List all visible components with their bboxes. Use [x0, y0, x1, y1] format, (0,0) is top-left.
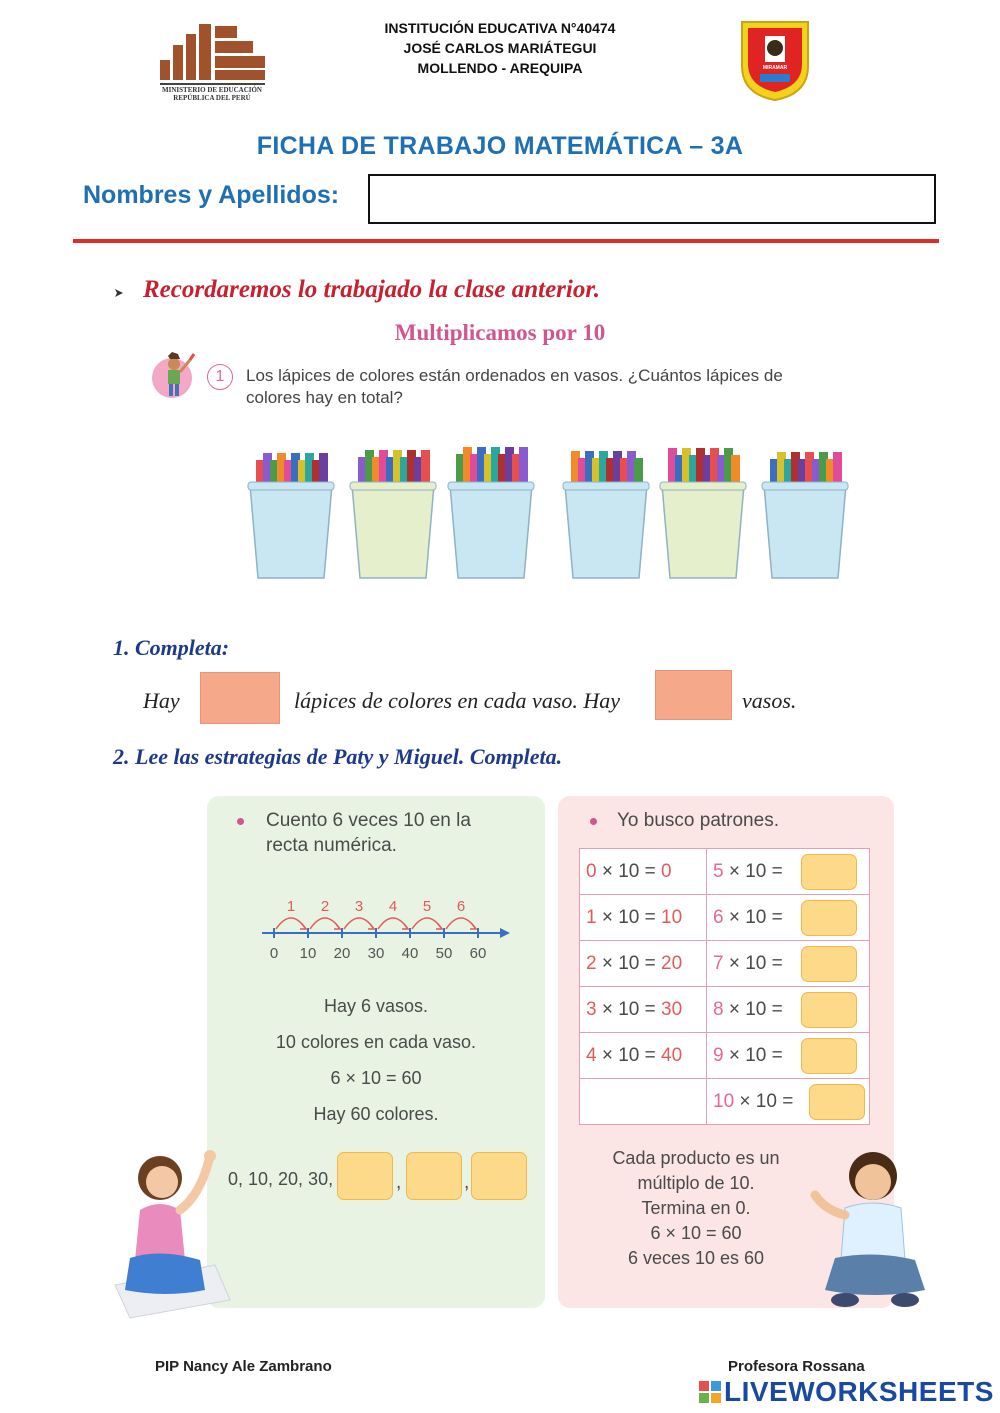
factor: 0 — [586, 860, 597, 882]
table-cell-answer — [707, 1033, 870, 1079]
operator-text: × 10 = — [723, 952, 783, 974]
cup — [565, 485, 647, 578]
table-cell-answer — [707, 1079, 870, 1125]
operator-text: × 10 = — [723, 906, 783, 928]
product: 10 — [661, 906, 683, 928]
sequence-comma: , — [464, 1172, 470, 1193]
pencil-cups-illustration — [240, 430, 860, 590]
question-1-title: 1. Completa: — [113, 635, 230, 660]
factor: 2 — [586, 952, 597, 974]
cup-rim — [448, 482, 534, 490]
recall-heading: Recordaremos lo trabajado la clase anterior. — [143, 276, 600, 303]
paty-line: Hay 60 colores. — [313, 1104, 439, 1124]
school-name-line: INSTITUCIÓN EDUCATIVA N°40474 — [384, 20, 616, 36]
factor: 9 — [713, 1044, 724, 1066]
question-1-text-middle: lápices de colores en cada vaso. Hay — [294, 688, 621, 713]
table-cell-answer — [707, 849, 870, 895]
sequence-prefix: 0, 10, 20, 30, — [228, 1169, 334, 1189]
school-header — [330, 18, 670, 78]
product: 20 — [661, 952, 683, 974]
footer-teacher: Profesora Rossana — [728, 1358, 865, 1375]
paty-explanation — [207, 996, 545, 1140]
lesson-title: Multiplicamos por 10 — [394, 320, 606, 345]
jump-arc — [310, 918, 340, 929]
name-input[interactable] — [368, 174, 936, 224]
miguel-notes — [580, 1146, 812, 1271]
operator-text: × 10 = — [596, 860, 662, 882]
svg-text:MIRAMAR: MIRAMAR — [762, 65, 788, 71]
table-cell-known — [580, 941, 707, 987]
name-label: Nombres y Apellidos: — [83, 181, 340, 209]
table-row — [580, 987, 870, 1033]
school-crest-icon — [738, 18, 812, 102]
miguel-note: Termina en 0. — [641, 1198, 751, 1218]
miguel-intro: Yo busco patrones. — [617, 810, 779, 831]
tick-label: 30 — [367, 945, 385, 962]
product: 30 — [661, 998, 683, 1020]
table-cell-known — [580, 987, 707, 1033]
paty-line: Hay 6 vasos. — [323, 996, 429, 1016]
cup — [662, 485, 744, 578]
cup — [352, 485, 434, 578]
tick-label: 40 — [401, 945, 419, 962]
paty-intro: Cuento 6 veces 10 en la recta numérica. — [266, 810, 471, 856]
factor: 1 — [586, 906, 597, 928]
sheet-title: FICHA DE TRABAJO MATEMÁTICA – 3A — [256, 132, 744, 160]
miguel-note: Cada producto es un — [612, 1148, 780, 1168]
cup-rim — [563, 482, 649, 490]
jump-arc — [412, 918, 442, 929]
jump-arc — [276, 918, 306, 929]
product: 0 — [661, 860, 672, 882]
cup-rim — [350, 482, 436, 490]
table-row — [580, 1079, 870, 1125]
table-cell-answer — [707, 941, 870, 987]
problem-text: Los lápices de colores están ordenados en vasos. ¿Cuántos lápices de colores hay en total? — [246, 366, 783, 407]
tick-label: 50 — [435, 945, 453, 962]
product-answer-input[interactable] — [801, 900, 857, 936]
table-row — [580, 941, 870, 987]
table-cell-known — [580, 849, 707, 895]
miguel-note: múltiplo de 10. — [637, 1173, 755, 1193]
product-answer-input[interactable] — [801, 1038, 857, 1074]
jump-label: 5 — [422, 898, 432, 915]
tick-label: 20 — [333, 945, 351, 962]
question-1-text-start: Hay — [143, 688, 180, 713]
cup — [450, 485, 532, 578]
miguel-note: 6 veces 10 es 60 — [627, 1248, 765, 1268]
jump-label: 2 — [320, 898, 330, 915]
sequence-answer-1[interactable] — [337, 1152, 393, 1200]
number-line-arrow — [500, 928, 510, 938]
cup — [250, 485, 332, 578]
operator-text: × 10 = — [596, 998, 662, 1020]
table-cell-known — [580, 1079, 707, 1125]
operator-text: × 10 = — [596, 906, 662, 928]
arrow-bullet-icon — [113, 286, 125, 300]
table-cell-known — [580, 895, 707, 941]
multiplication-table — [579, 848, 870, 1125]
cup-rim — [762, 482, 848, 490]
operator-text: × 10 = — [723, 998, 783, 1020]
table-row — [580, 895, 870, 941]
footer-author: PIP Nancy Ale Zambrano — [155, 1358, 332, 1375]
factor: 7 — [713, 952, 724, 974]
factor: 8 — [713, 998, 724, 1020]
student-avatar-icon — [150, 350, 202, 402]
factor: 4 — [586, 1044, 597, 1066]
operator-text: × 10 = — [734, 1090, 794, 1112]
factor: 5 — [713, 860, 724, 882]
paty-line: 6 × 10 = 60 — [330, 1068, 422, 1088]
liveworksheets-brand: LIVEWORKSHEETS — [724, 1376, 994, 1407]
jump-label: 1 — [286, 898, 296, 915]
sequence-comma: , — [396, 1172, 402, 1193]
liveworksheets-logo-icon — [698, 1380, 722, 1404]
divider-line — [73, 239, 939, 243]
factor: 3 — [586, 998, 597, 1020]
jump-arc — [344, 918, 374, 929]
factor: 10 — [713, 1090, 735, 1112]
product: 40 — [661, 1044, 683, 1066]
tick-label: 60 — [469, 945, 487, 962]
jump-label: 6 — [456, 898, 466, 915]
jump-label: 3 — [354, 898, 364, 915]
question-1-text-end: vasos. — [742, 688, 797, 713]
paty-girl-illustration — [105, 1140, 235, 1320]
bullet-dot — [590, 818, 597, 825]
cup — [764, 485, 846, 578]
table-cell-answer — [707, 987, 870, 1033]
cup-rim — [660, 482, 746, 490]
bullet-dot — [237, 818, 244, 825]
ministry-logo-text: MINISTERIO DE EDUCACIÓN REPÚBLICA DEL PERÚ — [162, 86, 262, 102]
operator-text: × 10 = — [723, 1044, 783, 1066]
factor: 6 — [713, 906, 724, 928]
table-cell-known — [580, 1033, 707, 1079]
sequence-answer-3[interactable] — [471, 1152, 527, 1200]
jump-arc — [378, 918, 408, 929]
pencils-per-cup-answer[interactable] — [200, 672, 280, 724]
cup-rim — [248, 482, 334, 490]
table-row — [580, 849, 870, 895]
jump-arc — [446, 918, 476, 929]
operator-text: × 10 = — [723, 860, 783, 882]
tick-label: 10 — [299, 945, 317, 962]
sequence-answer-2[interactable] — [406, 1152, 462, 1200]
product-answer-input[interactable] — [801, 854, 857, 890]
operator-text: × 10 = — [596, 1044, 662, 1066]
question-2-title: 2. Lee las estrategias de Paty y Miguel. Completa. — [113, 744, 563, 769]
number-of-cups-answer[interactable] — [655, 670, 732, 720]
product-answer-input[interactable] — [801, 992, 857, 1028]
miguel-boy-illustration — [805, 1140, 935, 1315]
product-answer-input[interactable] — [809, 1084, 865, 1120]
school-name-line: JOSÉ CARLOS MARIÁTEGUI — [403, 40, 597, 56]
school-location-line: MOLLENDO - AREQUIPA — [417, 60, 583, 76]
number-line — [262, 888, 518, 968]
miguel-note: 6 × 10 = 60 — [650, 1223, 742, 1243]
problem-number: 1 — [207, 364, 233, 390]
table-cell-answer — [707, 895, 870, 941]
product-answer-input[interactable] — [801, 946, 857, 982]
tick-label: 0 — [269, 945, 279, 962]
table-row — [580, 1033, 870, 1079]
jump-label: 4 — [388, 898, 398, 915]
operator-text: × 10 = — [596, 952, 662, 974]
paty-line: 10 colores en cada vaso. — [275, 1032, 477, 1052]
